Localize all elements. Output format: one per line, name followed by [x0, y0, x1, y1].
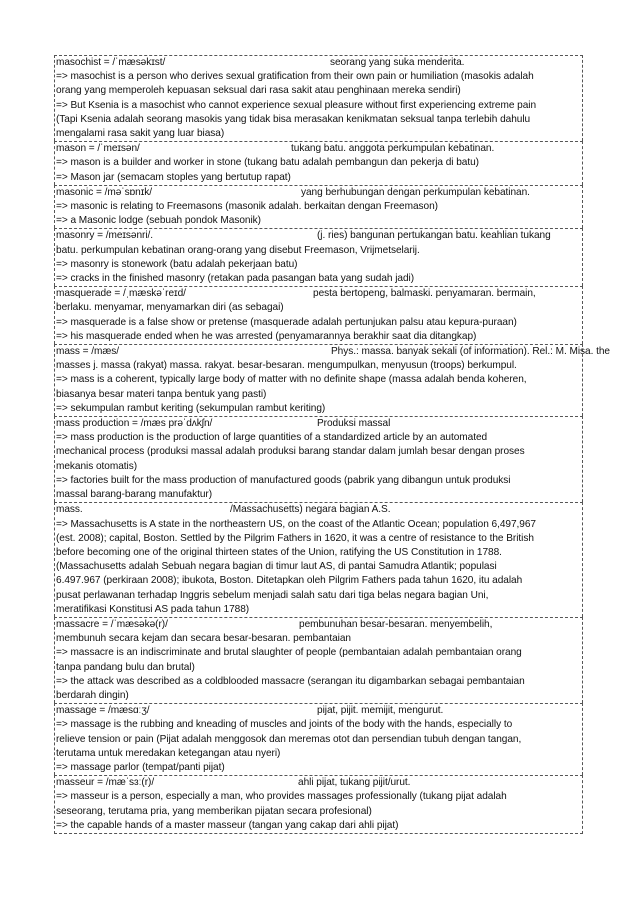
entry-headword: masochist = /ˈmæsəkɪst/ [56, 57, 166, 68]
entry-headword-line [55, 704, 582, 718]
entry-text-line: membunuh secara kejam dan secara besar-besaran. pembantaian [56, 633, 351, 645]
dictionary-entry [54, 228, 583, 286]
dictionary-entry [54, 55, 583, 141]
entry-headword: masonry = /meɪsənri/. [56, 230, 154, 242]
entry-text-line: => masonic is relating to Freemasons (masonik adalah. berkaitan dengan Freemason) [56, 201, 438, 213]
entry-text-line: => masquerade is a false show or pretense (masquerade adalah pertunjukan palsu atau kepura-puraan) [56, 316, 517, 328]
entry-headword: masonic = /məˈsɒnɪk/ [56, 186, 152, 198]
entry-text-line: => sekumpulan rambut keriting (sekumpulan rambut keriting) [56, 402, 326, 414]
entry-definition: (j. ries) bangunan pertukangan batu. keahlian tukang [317, 230, 551, 242]
entry-text-line: relieve tension or pain (Pijat adalah menggosok dan meremas otot dan persendian tubuh dengan tangan, [56, 733, 522, 745]
entry-text-line: => the attack was described as a coldblooded massacre (serangan itu digambarkan sebagai pembantaian [56, 675, 525, 687]
entry-text-line: => mason is a builder and worker in stone (tukang batu adalah pembangun dan pekerja di batu) [56, 157, 479, 169]
entry-text-line: 6.497.967 (perkiraan 2008); ibukota, Boston. Ditetapkan oleh Pilgrim Fathers pada tahun 1620, itu adalah [56, 575, 523, 587]
entry-text-line: masses j. massa (rakyat) massa. rakyat. besar-besaran. mengumpulkan, menyusun (troops) berkumpul. [56, 360, 517, 372]
dictionary-entry [54, 502, 583, 617]
entry-text-line: seseorang, terutama pria, yang memberikan pijatan secara profesional) [56, 805, 372, 817]
entry-text-line: berlaku. menyamar, menyamarkan diri (as sebagai) [56, 302, 284, 314]
entry-headword-line [55, 417, 582, 431]
entry-text-line: mekanis otomatis) [56, 460, 138, 472]
dictionary-entry [54, 617, 583, 703]
entry-definition: /Massachusetts) negara bagian A.S. [230, 504, 391, 516]
entry-text-line: => massage parlor (tempat/panti pijat) [56, 761, 225, 773]
entry-text-line: berdarah dingin) [56, 689, 129, 701]
dictionary-page [54, 55, 610, 834]
entry-text-line: pusat perlawanan terhadap Inggris sebelum menjadi salah satu dari tiga belas negara bagian Uni, [56, 589, 489, 601]
entry-text-line: (est. 2008); capital, Boston. Settled by the Pilgrim Fathers in 1620, it was a centre of resistance to the British [56, 532, 534, 544]
entry-text-line: => Mason jar (semacam stoples yang bertutup rapat) [56, 171, 291, 183]
entry-definition: yang berhubungan dengan perkumpulan kebatinan. [301, 186, 530, 198]
entry-definition: ahli pijat, tukang pijit/urut. [298, 777, 411, 789]
entry-headword: mason = /ˈmeɪsən/ [56, 143, 140, 155]
entry-headword-line [55, 776, 582, 790]
entry-text-line: mengalami rasa sakit yang luar biasa) [56, 128, 225, 140]
entry-headword-line [55, 618, 582, 632]
entry-definition: pembunuhan besar-besaran. menyembelih, [299, 618, 493, 630]
dictionary-entry [54, 416, 583, 502]
entry-text-line: before becoming one of the original thirteen states of the Union, ratifying the US Constitution in 1788. [56, 546, 502, 558]
entry-text-line: => a Masonic lodge (sebuah pondok Masonik) [56, 215, 261, 227]
dictionary-entry [54, 141, 583, 185]
entry-headword: masseur = /mæˈsɜː(r)/ [56, 777, 155, 789]
entry-text-line: batu. perkumpulan kebatinan orang-orang yang disebut Freemason, Vrijmetselarij. [56, 244, 420, 256]
entry-headword-line [55, 287, 582, 301]
dictionary-entry [54, 703, 583, 775]
entry-headword-line [55, 345, 610, 359]
entry-headword: massage = /mæsɑːʒ/ [56, 705, 150, 717]
entry-text-line: orang yang memperoleh kepuasan seksual dari rasa sakit atau penghinaan mereka sendiri) [56, 85, 461, 97]
dictionary-entry [54, 775, 583, 834]
dictionary-entry [54, 344, 610, 416]
entry-headword: masquerade = /ˌmæskəˈreɪd/ [56, 288, 186, 300]
entry-text-line: => masseur is a person, especially a man, who provides massages professionally (tukang pijat adalah [56, 791, 507, 803]
entry-text-line: => masonry is stonework (batu adalah pekerjaan batu) [56, 258, 298, 270]
entry-text-line: => mass is a coherent, typically large body of matter with no definite shape (massa adalah benda koheren, [56, 374, 527, 386]
entry-text-line: => mass production is the production of large quantities of a standardized article by an automated [56, 432, 488, 444]
entry-text-line: => the capable hands of a master masseur (tangan yang cakap dari ahli pijat) [56, 819, 399, 831]
entry-text-line: (Tapi Ksenia adalah seorang masokis yang tidak bisa merasakan kenikmatan seksual tanpa terlebih dahulu [56, 113, 531, 125]
entry-text-line: meratifikasi Konstitusi AS pada tahun 1788) [56, 603, 250, 615]
entry-text-line: => But Ksenia is a masochist who cannot experience sexual pleasure without first experiencing extreme pain [56, 99, 537, 111]
entry-text-line: => massacre is an indiscriminate and brutal slaughter of people (pembantaian adalah pembantaian orang [56, 647, 522, 659]
entry-text-line: biasanya besar materi tanpa bentuk yang pasti) [56, 388, 267, 400]
entry-headword-line [55, 503, 582, 517]
entry-text-line: mechanical process (produksi massal adalah produksi barang standar dalam jumlah besar dengan proses [56, 446, 525, 458]
entry-definition: pijat, pijit. memijit, mengurut. [317, 705, 444, 717]
entry-text-line: => cracks in the finished masonry (retakan pada pasangan bata yang sudah jadi) [56, 273, 415, 285]
dictionary-entry [54, 286, 583, 344]
dictionary-entry [54, 185, 583, 229]
entry-definition: Produksi massal [317, 418, 391, 430]
entry-headword: mass. [56, 504, 83, 516]
entry-headword: massacre = /ˈmæsəkə(r)/ [56, 618, 168, 630]
entry-text-line: tanpa pandang bulu dan brutal) [56, 661, 195, 673]
entry-text-line: => massage is the rubbing and kneading of muscles and joints of the body with the hands, especially to [56, 719, 513, 731]
entry-headword: mass = /mæs/ [56, 346, 120, 358]
entry-definition: pesta bertopeng, balmaski. penyamaran. bermain, [313, 288, 536, 300]
entry-text-line: (Massachusetts adalah Sebuah negara bagian di timur laut AS, di pantai Samudra Atlantik; populasi [56, 561, 497, 573]
entry-headword-line [55, 142, 582, 156]
entry-headword-line [55, 56, 582, 70]
entry-text-line: => factories built for the mass production of manufactured goods (pabrik yang dibangun untuk produksi [56, 474, 511, 486]
entry-text-line: => his masquerade ended when he was arrested (penyamarannya berakhir saat dia ditangkap) [56, 330, 477, 342]
entry-definition: seorang yang suka menderita. [330, 57, 465, 68]
entry-text-line: terutama untuk meredakan ketegangan atau nyeri) [56, 747, 281, 759]
entry-definition: Phys.: massa. banyak sekali (of information). Rel.: M. Misa. the [331, 346, 610, 358]
entry-definition: tukang batu. anggota perkumpulan kebatinan. [291, 143, 495, 155]
entry-text-line: => Massachusetts is A state in the northeastern US, on the coast of the Atlantic Ocean; population 6,497,967 [56, 518, 536, 530]
entry-text-line: => masochist is a person who derives sexual gratification from their own pain or humiliation (masokis adalah [56, 71, 534, 83]
entry-headword-line [55, 186, 582, 200]
entry-text-line: massal barang-barang manufaktur) [56, 489, 213, 501]
entry-headword-line [55, 229, 582, 243]
entry-headword: mass production = /mæs prəˈdʌkʃn/ [56, 418, 213, 430]
